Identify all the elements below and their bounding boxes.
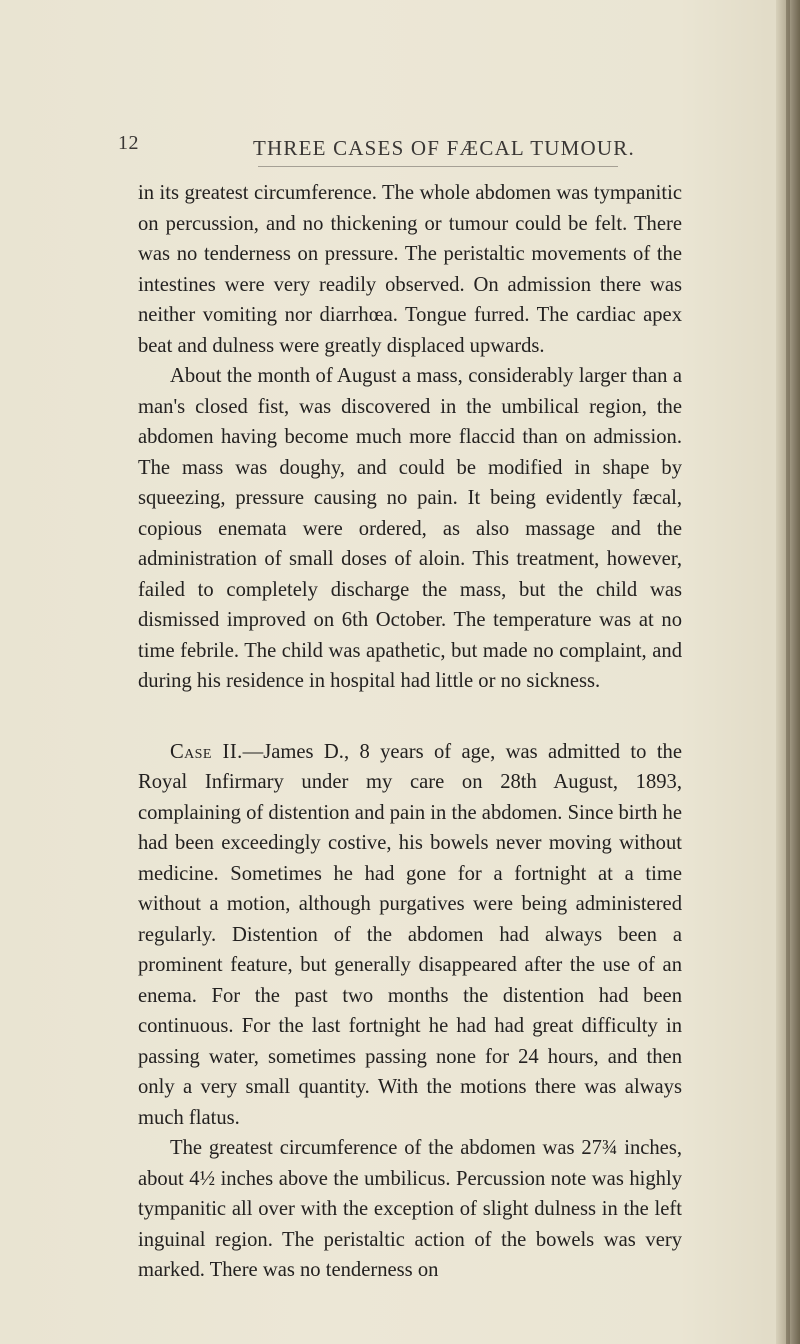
page-binding-edge <box>776 0 800 1344</box>
paragraph-case-two <box>138 737 682 1134</box>
header-rule <box>258 166 618 167</box>
paragraph-circumference: The greatest circumference of the abdomen was 27¾ inches, about 4½ inches above the umbilicus. Percussion note was highly tympanitic all over with the exception of slight dulness in the left inguinal region. The peristaltic action of the bowels was very marked. There was no tenderness on <box>138 1137 682 1281</box>
case-heading: Case II. <box>170 740 243 763</box>
running-head <box>118 128 718 168</box>
page-number: 12 <box>118 132 139 154</box>
running-head-title: THREE CASES OF FÆCAL TUMOUR. <box>253 136 635 160</box>
paragraph-mass-discovery: About the month of August a mass, considerably larger than a man's closed fist, was discovered in the umbilical region, the abdomen having become much more flaccid than on admission. The mass was doughy, and could be modified in shape by squeezing, pressure causing no pain. It being evidently fæcal, copious enemata were ordered, as also massage and the administration of small doses of aloin. This treatment, however, failed to completely discharge the mass, but the child was dismissed improved on 6th October. The temperature was at no time febrile. The child was apathetic, but made no complaint, and during his residence in hospital had little or no sickness. <box>138 365 682 692</box>
binding-shadow <box>786 0 790 1344</box>
body-text <box>138 178 682 1286</box>
case-two-text: —James D., 8 years of age, was admitted to the Royal Infirmary under my care on 28th August, 1893, complaining of distention and pain in the abdomen. Since birth he had been exceedingly costive, his bowels never moving without medicine. Sometimes he had gone for a fortnight at a time without a motion, although purgatives were being administered regularly. Distention of the abdomen had always been a prominent feature, but generally disappeared after the use of an enema. For the past two months the distention had been continuous. For the last fortnight he had had great difficulty in passing water, sometimes passing none for 24 hours, and then only a very small quantity. With the motions there was always much flatus. <box>138 740 682 1129</box>
paragraph-continuation: in its greatest circumference. The whole abdomen was tympanitic on percussion, and no thickening or tumour could be felt. There was no tenderness on pressure. The peristaltic movements of the intestines were very readily observed. On admission there was neither vomiting nor diarrhœa. Tongue furred. The cardiac apex beat and dulness were greatly displaced upwards. <box>138 182 682 357</box>
